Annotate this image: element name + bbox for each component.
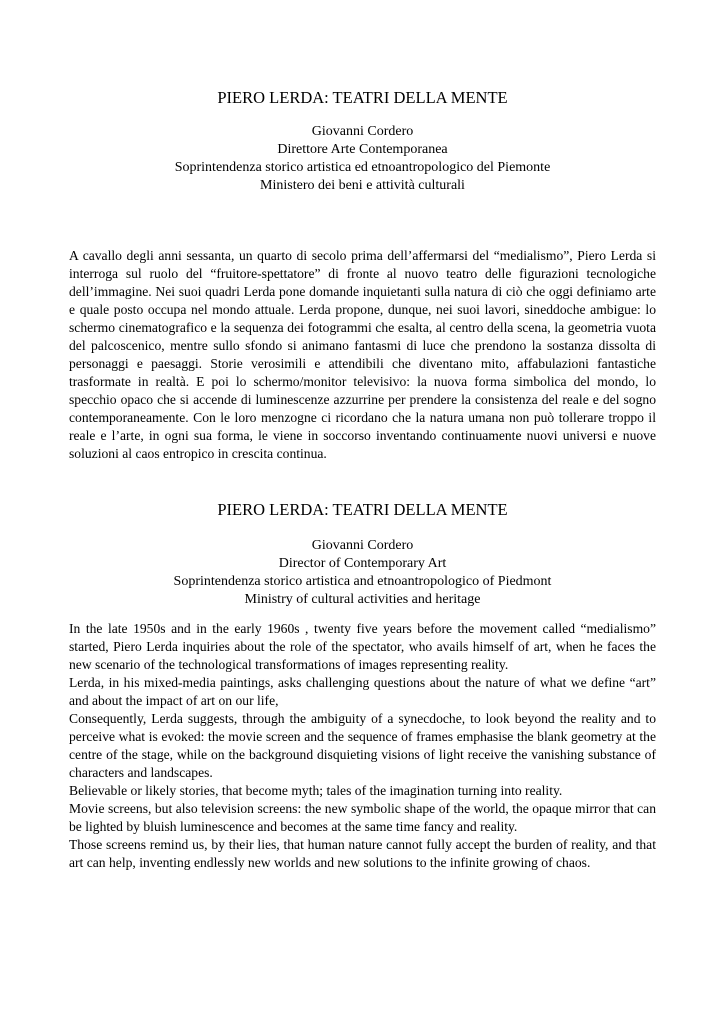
english-title: PIERO LERDA: TEATRI DELLA MENTE	[217, 500, 508, 519]
english-ministry: Ministry of cultural activities and heritage	[244, 592, 481, 607]
english-byline	[69, 537, 656, 609]
italian-author: Giovanni Cordero	[311, 124, 414, 139]
english-role: Director of Contemporary Art	[278, 556, 447, 571]
italian-ministry: Ministero dei beni e attività culturali	[260, 178, 465, 193]
english-paragraph: Consequently, Lerda suggests, through the ambiguity of a synecdoche, to look beyond the reality and to perceive what is evoked: the movie screen and the sequence of frames emphasise the blank geometry at the centre of the stage, while on the background disquieting visions of light receive the vanishing substance of characters and landscapes.	[69, 711, 656, 780]
english-body-text	[69, 620, 656, 872]
english-paragraph: In the late 1950s and in the early 1960s , twenty five years before the movement called “medialismo” started, Piero Lerda inquiries about the role of the spectator, who avails himself of art, when he faces the new scenario of the technological transformations of images representing reality.	[69, 621, 656, 672]
english-institution: Soprintendenza storico artistica and etnoantropologico of Piedmont	[173, 574, 552, 589]
english-paragraph: Those screens remind us, by their lies, that human nature cannot fully accept the burden of reality, and that art can help, inventing endlessly new worlds and new solutions to the infinite growing of chaos.	[69, 837, 656, 870]
italian-institution: Soprintendenza storico artistica ed etnoantropologico del Piemonte	[174, 160, 551, 175]
english-paragraph: Movie screens, but also television screens: the new symbolic shape of the world, the opaque mirror that can be lighted by bluish luminescence and becomes at the same time fancy and reality.	[69, 801, 656, 834]
english-paragraph: Believable or likely stories, that become myth; tales of the imagination turning into reality.	[69, 783, 563, 798]
italian-role: Direttore Arte Contemporanea	[277, 142, 448, 157]
english-paragraph: Lerda, in his mixed-media paintings, asks challenging questions about the nature of what we define “art” and about the impact of art on our life,	[69, 675, 656, 708]
italian-body-text: A cavallo degli anni sessanta, un quarto di secolo prima dell’affermarsi del “medialismo”, Piero Lerda si interroga sul ruolo del “fruitore-spettatore” di fronte al nuovo teatro delle figurazioni tecnologiche dell’immagine. Nei suoi quadri Lerda pone domande inquietanti sulla natura di ciò che oggi definiamo arte e quale posto occupa nel mondo attuale. Lerda propone, dunque, nei suoi lavori, sineddoche ambigue: lo schermo cinematografico e la sequenza dei fotogrammi che esalta, al centro della scena, la geometria vuota del palcoscenico, mentre sullo sfondo si animano fantasmi di luce che prendono la sostanza dissolta di personaggi e paesaggi. Storie verosimili e attendibili che diventano mito, affabulazioni fantastiche trasformate in realtà. E poi lo schermo/monitor televisivo: la nuova forma simbolica del mondo, lo specchio opaco che si accende di luminescenze azzurrine per prendere la consistenza del reale e del sogno contemporaneamente. Con le loro menzogne ci ricordano che la natura umana non può tollerare troppo il reale e l’arte, in ogni sua forma, le viene in soccorso inventando continuamente nuovi universi e nuove soluzioni al caos entropico in crescita continua.	[69, 248, 656, 461]
italian-title: PIERO LERDA: TEATRI DELLA MENTE	[217, 88, 508, 107]
english-author: Giovanni Cordero	[311, 538, 414, 553]
italian-byline	[69, 123, 656, 195]
